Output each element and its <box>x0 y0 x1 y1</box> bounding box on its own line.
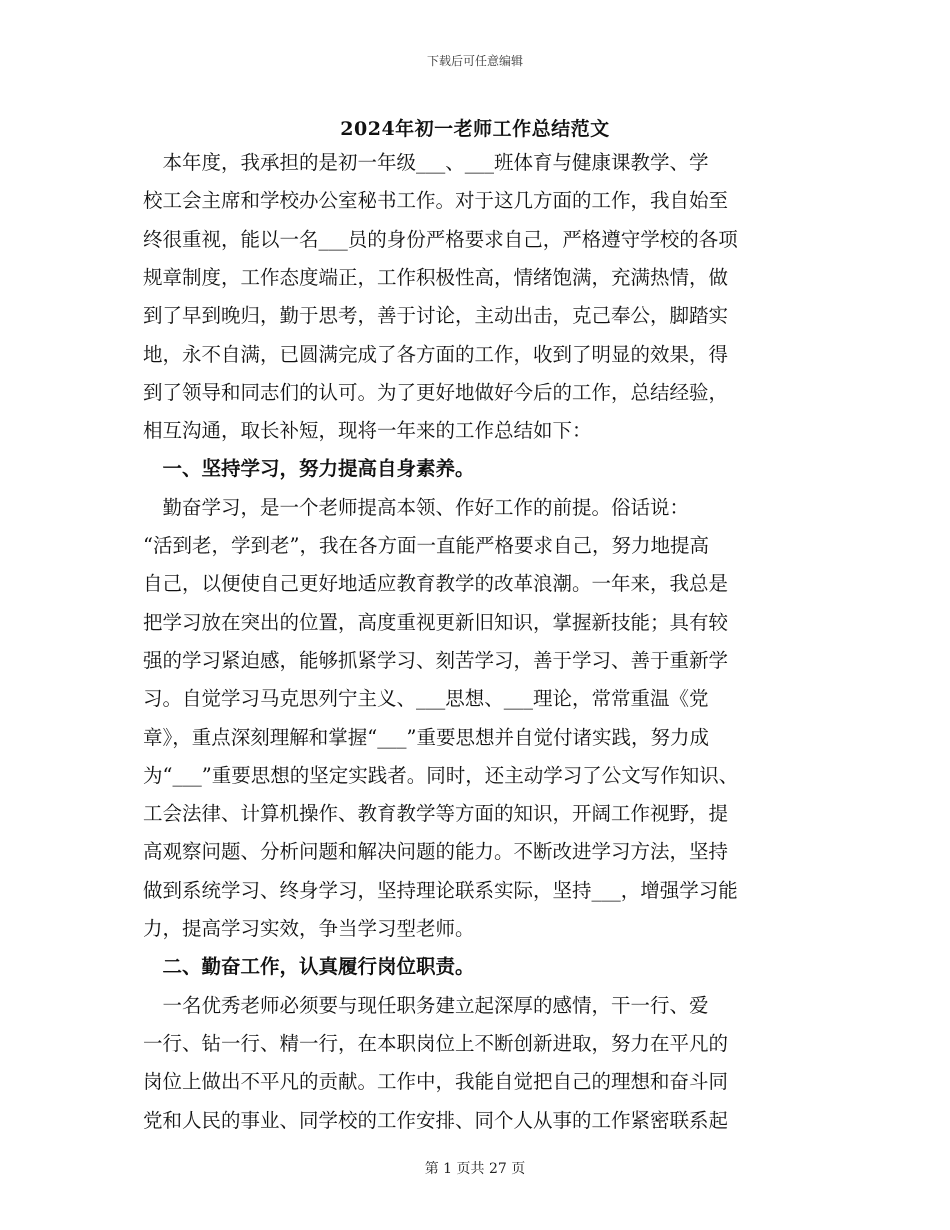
text-line: 勤奋学习，是一个老师提高本领、作好工作的前提。俗话说： <box>143 495 690 519</box>
text-line: 高观察问题、分析问题和解决问题的能力。不断改进学习方法，坚持 <box>143 840 729 864</box>
text-line: 终很重视，能以一名___员的身份严格要求自己，严格遵守学校的各项 <box>143 227 738 251</box>
text-line: 章》，重点深刻理解和掌握“___”重要思想并自觉付诸实践，努力成 <box>143 725 709 749</box>
text-line: 校工会主席和学校办公室秘书工作。对于这几方面的工作，我自始至 <box>143 189 729 213</box>
text-line: 党和人民的事业、同学校的工作安排、同个人从事的工作紧密联系起 <box>143 1108 729 1132</box>
text-line: 一名优秀老师必须要与现任职务建立起深厚的感情，干一行、爱 <box>143 993 709 1017</box>
page-header: 下载后可任意编辑 <box>426 54 523 68</box>
document-title: 2024年初一老师工作总结范文 <box>340 118 610 140</box>
text-line: 到了早到晚归，勤于思考，善于讨论，主动出击，克己奉公，脚踏实 <box>143 304 729 328</box>
text-line: 做到系统学习、终身学习，坚持理论联系实际，坚持___，增强学习能 <box>143 878 738 902</box>
text-line: 为“___”重要思想的坚定实践者。同时，还主动学习了公文写作知识、 <box>143 763 739 787</box>
text-line: 把学习放在突出的位置，高度重视更新旧知识，掌握新技能；具有较 <box>143 610 729 634</box>
text-line: 到了领导和同志们的认可。为了更好地做好今后的工作，总结经验， <box>143 380 729 404</box>
section-heading: 二、勤奋工作，认真履行岗位职责。 <box>143 955 475 979</box>
page-footer: 第 1 页共 27 页 <box>424 1161 526 1177</box>
text-line: 地，永不自满，已圆满完成了各方面的工作，收到了明显的效果，得 <box>143 342 729 366</box>
text-line: 本年度，我承担的是初一年级___、___班体育与健康课教学、学 <box>143 151 709 174</box>
text-line: 岗位上做出不平凡的贡献。工作中，我能自觉把自己的理想和奋斗同 <box>143 1070 729 1094</box>
text-line: 一行、钻一行、精一行，在本职岗位上不断创新进取，努力在平凡的 <box>143 1031 729 1055</box>
text-line: 力，提高学习实效，争当学习型老师。 <box>143 917 475 940</box>
text-line: 习。自觉学习马克思列宁主义、___思想、___理论，常常重温《党 <box>143 687 709 711</box>
text-line: 自己，以便使自己更好地适应教育教学的改革浪潮。一年来，我总是 <box>143 572 729 596</box>
text-line: “活到老，学到老”，我在各方面一直能严格要求自己，努力地提高 <box>143 534 709 557</box>
text-line: 规章制度，工作态度端正，工作积极性高，情绪饱满，充满热情，做 <box>143 265 729 289</box>
text-line: 工会法律、计算机操作、教育教学等方面的知识，开阔工作视野，提 <box>143 802 729 826</box>
text-line: 相互沟通，取长补短，现将一年来的工作总结如下： <box>143 419 592 443</box>
section-heading: 一、坚持学习，努力提高自身素养。 <box>143 457 475 481</box>
text-line: 强的学习紧迫感，能够抓紧学习、刻苦学习，善于学习、善于重新学 <box>143 648 729 672</box>
